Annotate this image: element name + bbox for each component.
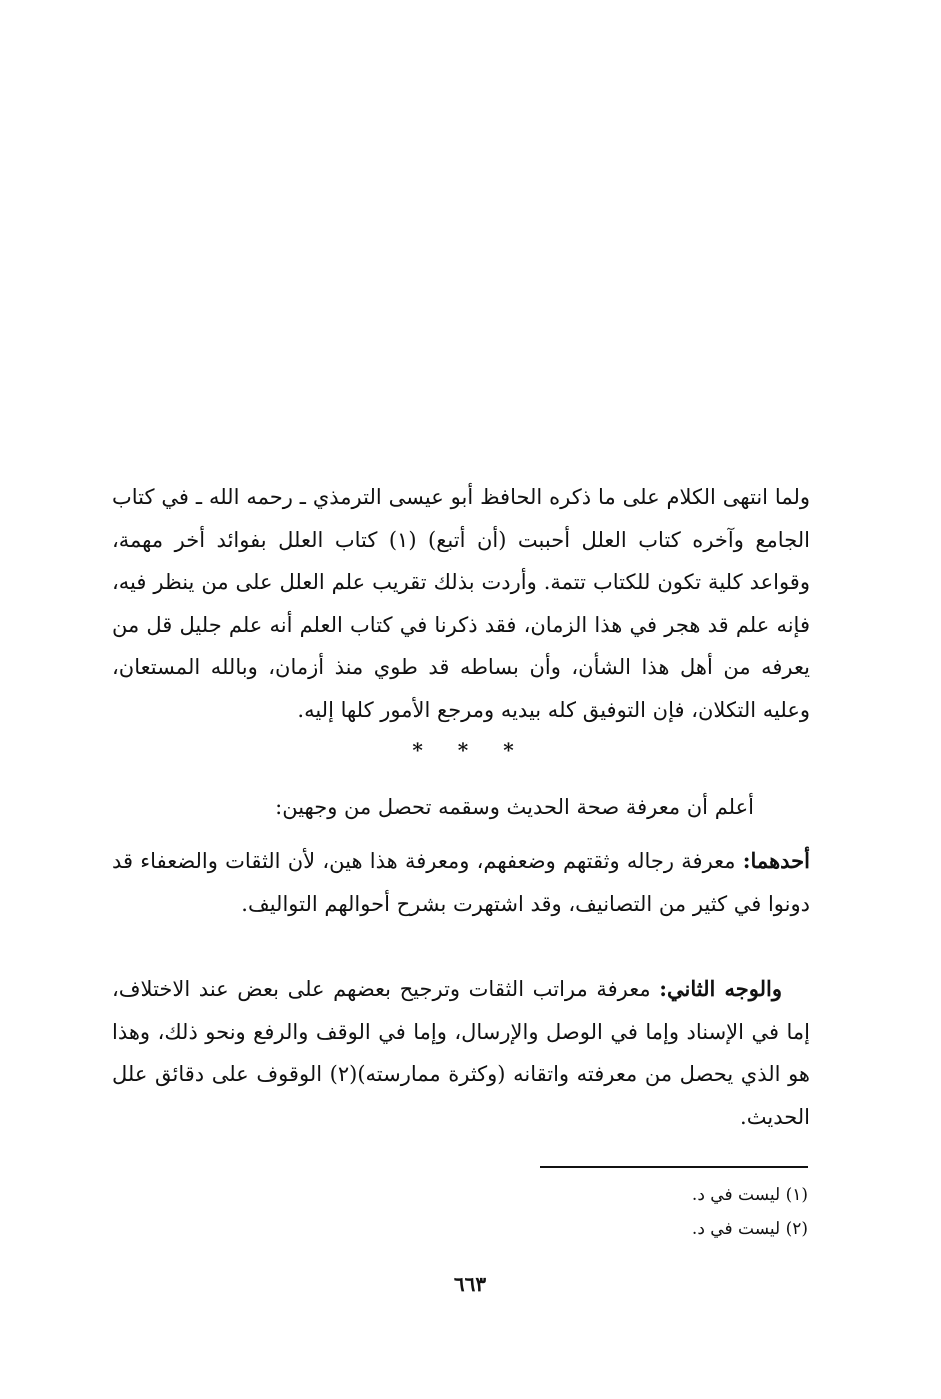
intro-text: ولما انتهى الكلام على ما ذكره الحافظ أبو عيسى الترمذي ـ رحمه الله ـ في كتاب الجامع وآخره كتاب العلل أحببت (أن أتبع) (١) كتاب العلل بفوائد أخر مهمة، وقواعد كلية تكون للكتاب تتمة. وأردت بذلك تقريب علم العلل على من ينظر فيه، فإنه علم قد هجر في هذا الزمان، فقد ذكرنا في كتاب العلم أنه علم جليل قل من يعرفه من أهل هذا الشأن، وأن بساطه قد طوي منذ أزمان، وبالله المستعان، وعليه التكلان، فإن التوفيق كله بيديه ومرجع الأمور كلها إليه.	[112, 485, 811, 722]
first-aspect-label: أحدهما:	[742, 848, 810, 873]
know-text: أعلم أن معرفة صحة الحديث وسقمه تحصل من وجهين:	[275, 795, 754, 819]
second-aspect-paragraph	[112, 968, 810, 1138]
footnote-divider	[540, 1166, 808, 1168]
second-aspect-label: والوجه الثاني:	[659, 976, 783, 1001]
first-aspect-text: معرفة رجاله وثقتهم وضعفهم، ومعرفة هذا هين، لأن الثقات والضعفاء قد دونوا في كثير من التصانيف، وقد اشتهرت بشرح أحوالهم التواليف.	[112, 849, 810, 916]
first-aspect-paragraph	[112, 840, 810, 925]
intro-paragraph	[112, 476, 810, 731]
footnote-item: (٢) ليست في د.	[691, 1219, 808, 1239]
second-aspect-text: معرفة مراتب الثقات وترجيح بعضهم على بعض عند الاختلاف، إما في الإسناد وإما في الوصل والإرسال، وإما في الوقف والرفع ونحو ذلك، وهذا هو الذي يحصل من معرفته واتقانه (وكثرة ممارسته)(٢) الوقوف على دقائق علل الحديث.	[112, 977, 811, 1129]
section-separator: * * *	[412, 738, 528, 762]
know-paragraph	[112, 786, 810, 829]
footnotes	[540, 1178, 808, 1246]
page-number: ٦٦٣	[453, 1272, 487, 1296]
footnote-item: (١) ليست في د.	[691, 1185, 808, 1205]
